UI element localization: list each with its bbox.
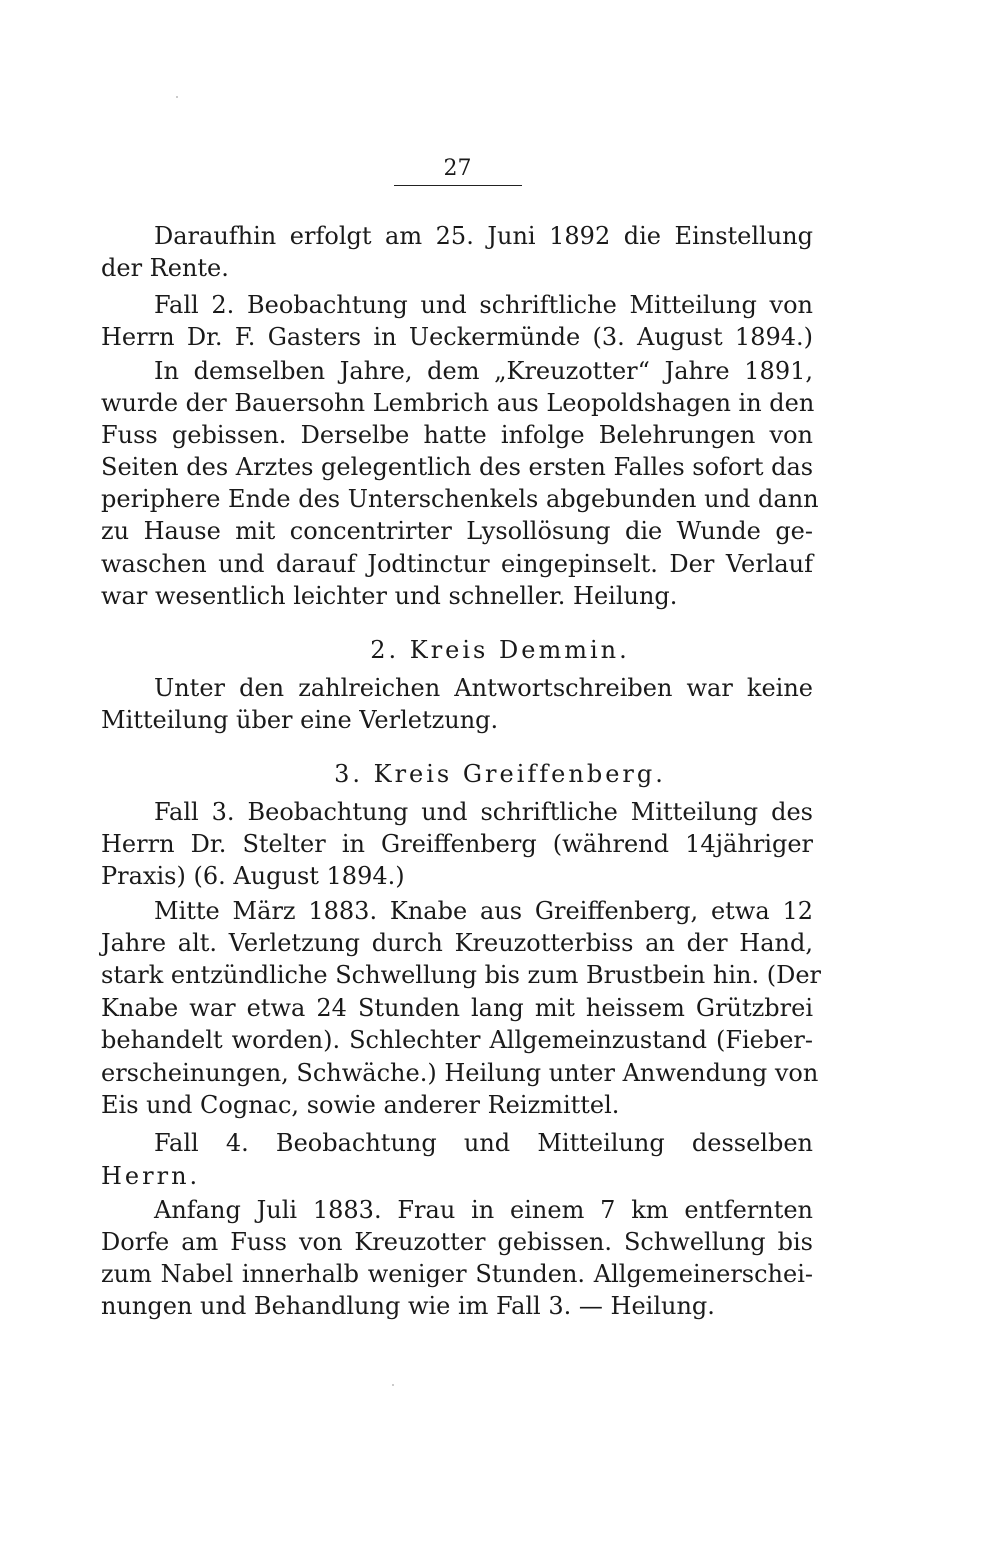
text-line: Fall 4. Beobachtung und Mitteilung desselben — [154, 1129, 813, 1157]
scan-speck — [392, 1384, 394, 1386]
text-line: waschen und darauf Jodtinctur eingepinselt. Der Verlauf — [101, 550, 813, 578]
text-line: Herrn. — [101, 1162, 201, 1190]
text-line: Fuss gebissen. Derselbe hatte infolge Belehrungen von — [101, 421, 813, 449]
text-line: Jahre alt. Verletzung durch Kreuzotterbiss an der Hand, — [101, 929, 813, 957]
text-line: erscheinungen, Schwäche.) Heilung unter Anwendung von — [101, 1059, 819, 1087]
text-line: In demselben Jahre, dem „Kreuzotter“ Jahre 1891, — [154, 357, 813, 385]
text-line: Anfang Juli 1883. Frau in einem 7 km entfernten — [154, 1196, 813, 1224]
text-line: Praxis) (6. August 1894.) — [101, 862, 405, 890]
text-line: Unter den zahlreichen Antwortschreiben war keine — [154, 674, 813, 702]
section-heading: 3. Kreis Greiffenberg. — [334, 760, 666, 788]
text-line: Fall 3. Beobachtung und schriftliche Mitteilung des — [154, 798, 813, 826]
text-line: zu Hause mit concentrirter Lysollösung die Wunde ge- — [101, 517, 813, 545]
section-heading: 2. Kreis Demmin. — [370, 636, 630, 664]
text-line: Fall 2. Beobachtung und schriftliche Mitteilung von — [154, 291, 813, 319]
text-line: Herrn Dr. F. Gasters in Ueckermünde (3. August 1894.) — [101, 323, 813, 351]
text-line: periphere Ende des Unterschenkels abgebunden und dann — [101, 485, 819, 513]
page-number-rule — [394, 185, 522, 186]
text-line: behandelt worden). Schlechter Allgemeinzustand (Fieber- — [101, 1026, 813, 1054]
text-line: Eis und Cognac, sowie anderer Reizmittel. — [101, 1091, 620, 1119]
text-line: Mitteilung über eine Verletzung. — [101, 706, 499, 734]
text-line: Mitte März 1883. Knabe aus Greiffenberg, etwa 12 — [154, 897, 813, 925]
text-line: Daraufhin erfolgt am 25. Juni 1892 die Einstellung — [154, 222, 813, 250]
text-line: Herrn Dr. Stelter in Greiffenberg (während 14jähriger — [101, 830, 813, 858]
text-line: Dorfe am Fuss von Kreuzotter gebissen. Schwellung bis — [101, 1228, 813, 1256]
text-line: Knabe war etwa 24 Stunden lang mit heissem Grützbrei — [101, 994, 813, 1022]
text-line: stark entzündliche Schwellung bis zum Brustbein hin. (Der — [101, 961, 822, 989]
text-line: nungen und Behandlung wie im Fall 3. — Heilung. — [101, 1292, 715, 1320]
page-number: 27 — [443, 156, 472, 181]
text-line: wurde der Bauersohn Lembrich aus Leopoldshagen in den — [101, 389, 815, 417]
text-line: war wesentlich leichter und schneller. Heilung. — [101, 582, 678, 610]
scan-speck — [176, 96, 178, 98]
text-line: Seiten des Arztes gelegentlich des ersten Falles sofort das — [101, 453, 814, 481]
text-line: zum Nabel innerhalb weniger Stunden. Allgemeinerschei- — [101, 1260, 813, 1288]
text-line: der Rente. — [101, 254, 229, 282]
